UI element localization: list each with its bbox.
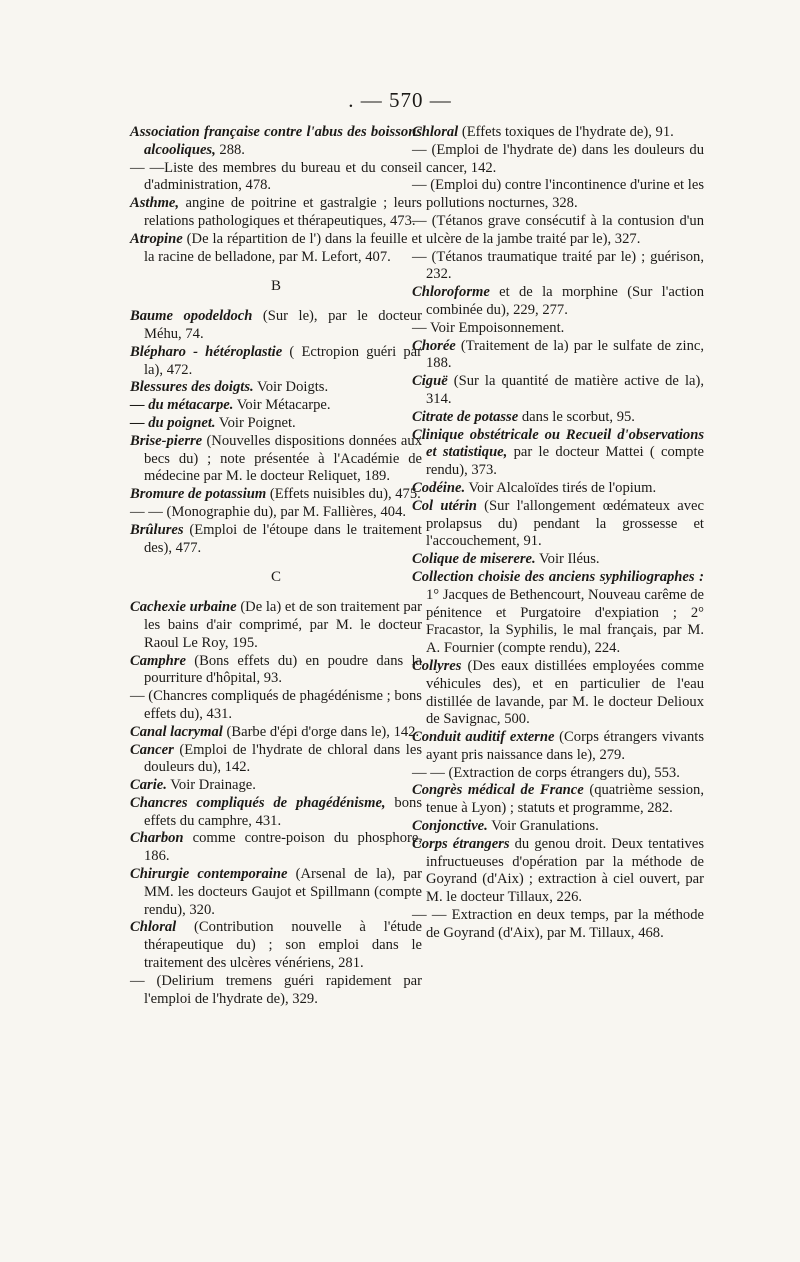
entry-headword: Chloral	[130, 919, 177, 936]
entry-text: (quatrième session, tenue à Lyon) ; statuts et programme, 282.	[426, 782, 704, 817]
entry-headword: Conjonctive.	[412, 818, 488, 835]
index-entry	[130, 231, 422, 267]
entry-text: (Sur la quantité de matière active de la), 314.	[426, 373, 704, 407]
entry-text: (Emploi de l'hydrate de chloral dans les douleurs du), 142.	[144, 741, 422, 776]
entry-headword: — du métacarpe.	[130, 397, 234, 414]
entry-text: (Sur l'allongement œdémateux avec prolapsus du) pendant la grossesse et l'accouchement, 91.	[426, 497, 705, 550]
index-entry	[412, 818, 704, 836]
entry-headword: Association française contre l'abus des boissons alcooliques,	[130, 124, 422, 158]
entry-headword: Conduit auditif externe	[412, 729, 555, 746]
entry-headword: Charbon	[130, 830, 184, 847]
entry-text: ( Ectropion guéri par la), 472.	[144, 343, 422, 378]
entry-text: (De la répartition de l') dans la feuille et la racine de belladone, par M. Lefort, 407.	[144, 230, 422, 265]
right-column	[412, 124, 704, 943]
index-entry	[412, 907, 704, 943]
index-entry	[412, 142, 704, 178]
entry-headword: Asthme,	[130, 195, 180, 212]
index-entry	[130, 777, 422, 795]
entry-headword: Chorée	[412, 337, 456, 354]
section-letter: C	[270, 569, 281, 586]
entry-text: Voir Doigts.	[253, 379, 329, 396]
entry-text: bons effets du camphre, 431.	[144, 794, 422, 829]
index-entry	[130, 433, 422, 486]
entry-text: (Sur le), par le docteur Méhu, 74.	[144, 308, 422, 342]
section-letter: B	[270, 278, 281, 295]
entry-text: — (Chancres compliqués de phagédénisme ; bons effets du), 431.	[130, 688, 422, 722]
entry-headword: Blessures des doigts.	[130, 379, 254, 396]
index-entry	[412, 836, 704, 907]
index-entry	[130, 742, 422, 778]
index-entry	[412, 409, 704, 427]
entry-text: (Bons effets du) en poudre dans la pourriture d'hôpital, 93.	[144, 652, 422, 687]
index-entry	[130, 653, 422, 689]
index-entry	[130, 688, 422, 724]
index-entry	[412, 765, 704, 783]
entry-text: Voir Alcaloïdes tirés de l'opium.	[465, 479, 657, 496]
index-entry	[130, 160, 422, 196]
entry-text: (Barbe d'épi d'orge dans le), 142.	[222, 723, 420, 740]
index-entry	[130, 973, 422, 1009]
entry-text: (Nouvelles dispositions données aux becs du) ; note présentée à l'Académie de médecine par M. le docteur Reliquet, 189.	[144, 432, 422, 485]
entry-text: dans le scorbut, 95.	[518, 408, 635, 425]
entry-text: — — (Monographie du), par M. Fallières, 404.	[130, 503, 407, 520]
index-entry	[130, 195, 422, 231]
entry-text: — — Extraction en deux temps, par la méthode de Goyrand (d'Aix), par M. Tillaux, 468.	[412, 907, 704, 941]
index-entry	[412, 177, 704, 213]
page-number: . — 570 —	[348, 88, 452, 112]
entry-text: (Contribution nouvelle à l'étude thérapeutique du) ; son emploi dans le traitement des ulcères vénériens, 281.	[144, 919, 422, 972]
entry-headword: Cancer	[130, 741, 174, 758]
entry-headword: Colique de miserere.	[412, 551, 536, 568]
entry-text: (Des eaux distillées employées comme véhicules des), et en particulier de l'eau distillée de lavande, par M. le docteur Delioux de Savignac, 500.	[426, 657, 704, 728]
entry-text: Voir Poignet.	[215, 414, 296, 431]
entry-text: 1° Jacques de Bethencourt, Nouveau carême de pénitence et Purgatoire d'expiation ; 2° Fracastor, la Syphilis, le mal français, par M. A. Fournier (compte rendu), 224.	[426, 586, 704, 657]
entry-text: (Traitement de la) par le sulfate de zinc, 188.	[426, 337, 704, 372]
index-entry	[130, 830, 422, 866]
entry-text: et de la morphine (Sur l'action combinée du), 229, 277.	[426, 284, 704, 318]
entry-headword: Chancres compliqués de phagédénisme,	[130, 794, 386, 811]
entry-text: par le docteur Mattei ( compte rendu), 373.	[426, 444, 704, 479]
index-entry	[130, 344, 422, 380]
index-entry	[130, 795, 422, 831]
index-entry	[412, 284, 704, 320]
index-entry	[130, 522, 422, 558]
entry-text: (De la) et de son traitement par les bains d'air comprimé, par M. le docteur Raoul Le Roy, 195.	[144, 599, 422, 651]
index-entry	[130, 599, 422, 652]
entry-headword: Collyres	[412, 657, 462, 674]
entry-text: — (Delirium tremens guéri rapidement par l'emploi de l'hydrate de), 329.	[130, 972, 422, 1007]
entry-headword: Canal lacrymal	[130, 723, 223, 740]
entry-headword: Collection choisie des anciens syphiliographes :	[412, 568, 704, 585]
index-entry	[412, 782, 704, 818]
entry-headword: Brûlures	[130, 521, 184, 538]
entry-headword: — du poignet.	[130, 414, 216, 431]
index-entry	[412, 480, 704, 498]
index-entry	[130, 379, 422, 397]
index-entry	[412, 729, 704, 765]
entry-headword: Atropine	[130, 230, 183, 247]
index-entry	[412, 249, 704, 285]
entry-text: (Corps étrangers vivants ayant pris naissance dans le), 279.	[426, 729, 705, 763]
index-entry	[412, 427, 704, 480]
entry-text: — (Emploi de l'hydrate de) dans les douleurs du cancer, 142.	[412, 141, 704, 176]
entry-headword: Clinique obstétricale ou Recueil d'observations et statistique,	[412, 426, 704, 461]
entry-headword: Baume opodeldoch	[130, 308, 253, 325]
index-entry	[412, 338, 704, 374]
index-entry	[412, 213, 704, 249]
index-entry	[130, 866, 422, 919]
index-entry	[412, 569, 704, 658]
entry-text: — (Emploi du) contre l'incontinence d'urine et les pollutions nocturnes, 328.	[412, 177, 704, 212]
entry-text: (Emploi de l'étoupe dans le traitement des), 477.	[144, 521, 422, 556]
entry-text: (Arsenal de la), par MM. les docteurs Gaujot et Spillmann (compte rendu), 320.	[144, 866, 422, 918]
entry-headword: Camphre	[130, 652, 186, 669]
entry-headword: Corps étrangers	[412, 835, 510, 852]
entry-text: (Effets nuisibles du), 475.	[266, 486, 421, 503]
left-column	[130, 124, 422, 1008]
entry-text: — (Tétanos grave consécutif à la contusion d'un ulcère de la jambe traité par le), 327.	[412, 212, 704, 247]
entry-headword: Carie.	[130, 777, 167, 794]
index-entry	[130, 124, 422, 160]
index-entry	[412, 373, 704, 409]
index-entry	[130, 486, 422, 504]
index-entry	[130, 308, 422, 344]
index-entry	[412, 551, 704, 569]
entry-headword: Blépharo - hétéroplastie	[130, 343, 283, 360]
entry-headword: Ciguë	[412, 373, 448, 390]
entry-headword: Cachexie urbaine	[130, 599, 237, 616]
entry-text: — — (Extraction de corps étrangers du), 553.	[412, 764, 680, 781]
index-entry	[130, 919, 422, 972]
entry-headword: Codéine.	[412, 479, 466, 496]
index-entry	[412, 320, 704, 338]
index-entry	[130, 724, 422, 742]
entry-headword: Chloroforme	[412, 284, 490, 301]
index-entry	[130, 397, 422, 415]
entry-text: — (Tétanos traumatique traité par le) ; guérison, 232.	[412, 248, 704, 283]
entry-headword: Chirurgie contemporaine	[130, 866, 288, 883]
index-entry	[412, 124, 704, 142]
entry-text: — —Liste des membres du bureau et du conseil d'administration, 478.	[130, 159, 422, 194]
index-entry	[130, 504, 422, 522]
entry-headword: Citrate de potasse	[412, 408, 519, 425]
entry-headword: Brise-pierre	[130, 432, 203, 449]
index-entry	[130, 415, 422, 433]
entry-text: Voir Drainage.	[166, 777, 256, 794]
entry-text: 288.	[215, 141, 245, 158]
entry-text: (Effets toxiques de l'hydrate de), 91.	[458, 124, 674, 140]
entry-headword: Col utérin	[412, 497, 477, 514]
entry-text: Voir Métacarpe.	[233, 397, 331, 414]
index-entry	[412, 498, 704, 551]
entry-text: Voir Iléus.	[535, 551, 600, 568]
index-entry	[412, 658, 704, 729]
entry-text: Voir Granulations.	[487, 818, 599, 835]
entry-text: — Voir Empoisonnement.	[412, 319, 565, 336]
entry-text: angine de poitrine et gastralgie ; leurs relations pathologiques et thérapeutiques, 473.	[144, 195, 422, 229]
entry-text: comme contre-poison du phosphore, 186.	[144, 830, 422, 865]
entry-headword: Chloral	[412, 124, 459, 140]
entry-headword: Congrès médical de France	[412, 782, 584, 799]
entry-text: du genou droit. Deux tentatives infructueuses d'opération par la méthode de Goyrand (d'Aix) ; extraction à ciel ouvert, par M. le docteur Tillaux, 226.	[426, 835, 705, 906]
entry-headword: Bromure de potassium	[130, 486, 267, 503]
